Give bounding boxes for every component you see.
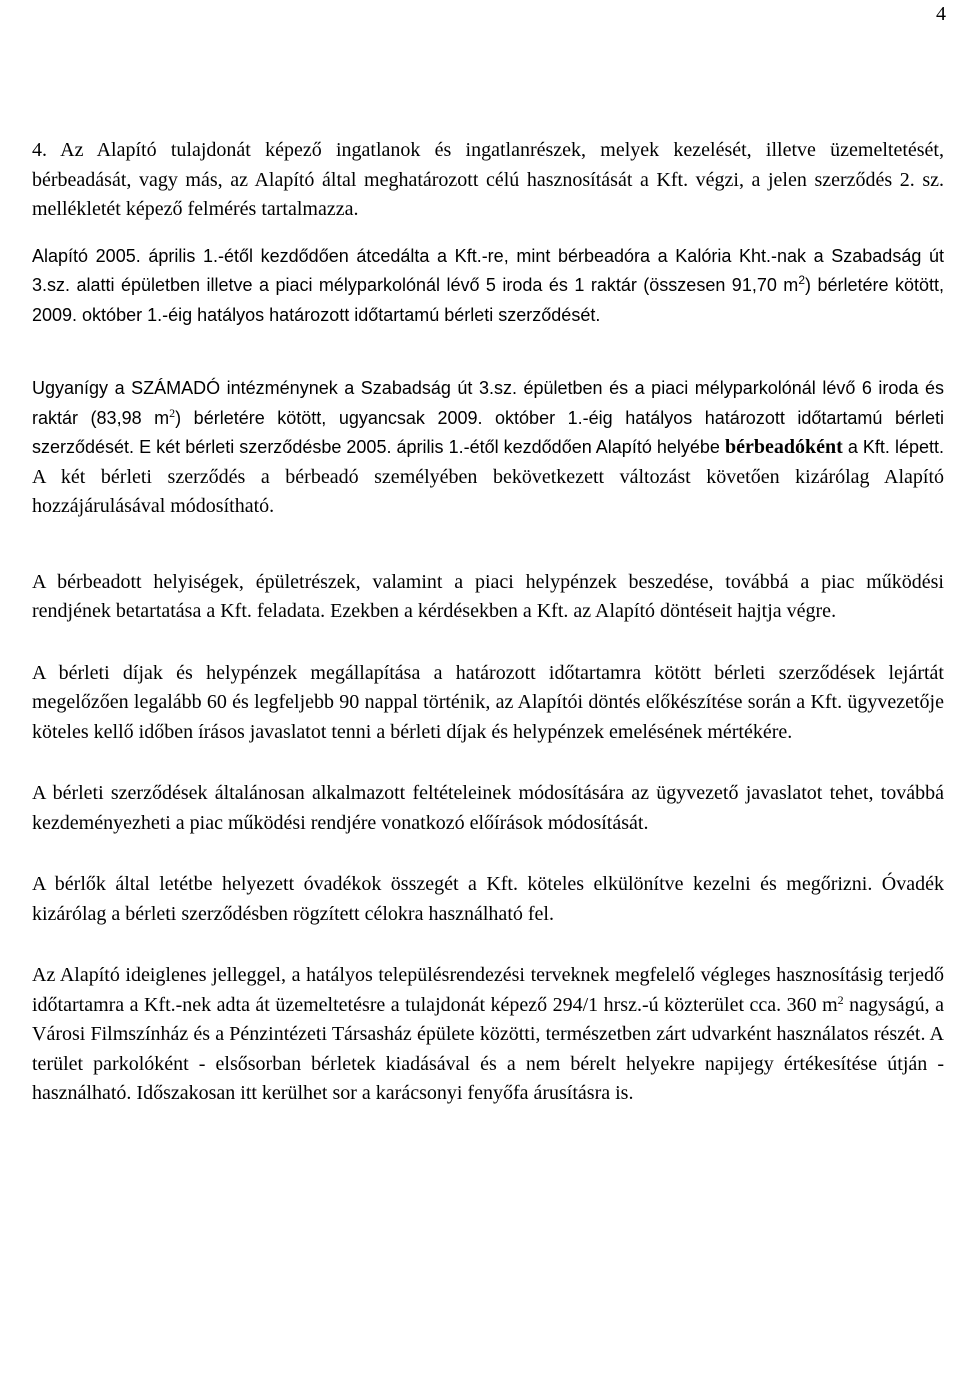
document-body — [32, 136, 944, 1109]
paragraph-kaloria-lease — [32, 242, 944, 331]
kaloria-lease-text-end: ) bérletére kötött, 2009. október 1.-éig hatályos határozott időtartamú bérleti szerződését. — [32, 275, 944, 325]
paragraph-rented-premises: A bérbeadott helyiségek, épületrészek, valamint a piaci helypénzek beszedése, továbbá a piac működési rendjének betartatása a Kft. feladata. Ezekben a kérdésekben a Kft. az Alapító döntéseit hajtja végre. — [32, 570, 944, 622]
superscript-2: 2 — [798, 273, 805, 287]
bold-term: bérbeadóként — [725, 436, 843, 458]
paragraph-public-area — [32, 961, 944, 1109]
lease-modification-text: A két bérleti szerződés a bérbeadó személyében bekövetkezett változást követően kizárólag Alapító hozzájárulásával módosítható. — [32, 465, 944, 517]
szamado-lease-text: Ugyanígy a SZÁMADÓ intézménynek a Szabadság út 3.sz. épületben és a piaci mélyparkolónál lévő 6 iroda és raktár (83,98 m — [32, 378, 944, 428]
superscript-2: 2 — [169, 405, 176, 420]
paragraph-section-4 — [32, 136, 944, 225]
kaloria-lease-text: Alapító 2005. április 1.-étől kezdődően átcedálta a Kft.-re, mint bérbeadóra a Kalória Kht.-nak a Szabadság út 3.sz. alatti épületben illetve a piaci mélyparkolónál lévő 5 iroda és 1 raktár (összesen 91,70 m — [32, 245, 944, 295]
paragraph-szamado-lease — [32, 374, 944, 522]
page-number: 4 — [936, 3, 946, 25]
public-area-text: Az Alapító ideiglenes jelleggel, a hatályos településrendezési terveknek megfelelő végleges hasznosításig terjedő időtartamra a Kft.-nek adta át üzemeltetésre a tulajdonát képező 294/1 hrsz.-ú közterület cca. 360 m — [32, 964, 944, 1016]
paragraph-lease-conditions: A bérleti szerződések általánosan alkalmazott feltételeinek módosítására az ügyvezető javaslatot tehet, továbbá kezdeményezheti a piac működési rendjére vonatkozó előírások módosítását. — [32, 782, 944, 834]
public-area-text-end: nagyságú, a Városi Filmszínház és a Pénzintézeti Társasház épülete közötti, természetben zárt udvarként használatos részét. A terület parkolóként - elsősorban bérletek kiadásával és a nem bérelt helyekre napijegy értékesítése útján - használható. Időszakosan itt kerülhet sor a karácsonyi fenyőfa árusításra is. — [32, 993, 944, 1104]
szamado-lease-text-end: a Kft. lépett. — [842, 437, 945, 457]
section-4-intro-text: 4. Az Alapító tulajdonát képező ingatlanok és ingatlanrészek, melyek kezelését, illetve üzemeltetését, bérbeadását, vagy más, az Alapító által meghatározott célú hasznosítását a Kft. végzi, a jelen szerződés 2. sz. mellékletét képező felmérés tartalmazza. — [32, 139, 944, 220]
paragraph-deposits: A bérlők által letétbe helyezett óvadékok összegét a Kft. köteles elkülönítve kezelni és megőrizni. Óvadék kizárólag a bérleti szerződésben rögzített célokra használható fel. — [32, 873, 944, 925]
szamado-lease-text-mid: ) bérletére kötött, ugyancsak 2009. október 1.-éig hatályos határozott időtartamú bérleti szerződését. E két bérleti szerződésbe 2005. április 1.-étől kezdődően Alapító helyébe — [32, 407, 944, 457]
paragraph-rental-fees: A bérleti díjak és helypénzek megállapítása a határozott időtartamra kötött bérleti szerződések lejártát megelőzően legalább 60 és legfeljebb 90 nappal történik, az Alapítói döntés előkészítése során a Kft. ügyvezetője köteles kellő időben írásos javaslatot tenni a bérleti díjak és helypénzek emelésének mértékére. — [32, 661, 944, 743]
superscript-2: 2 — [837, 992, 844, 1007]
